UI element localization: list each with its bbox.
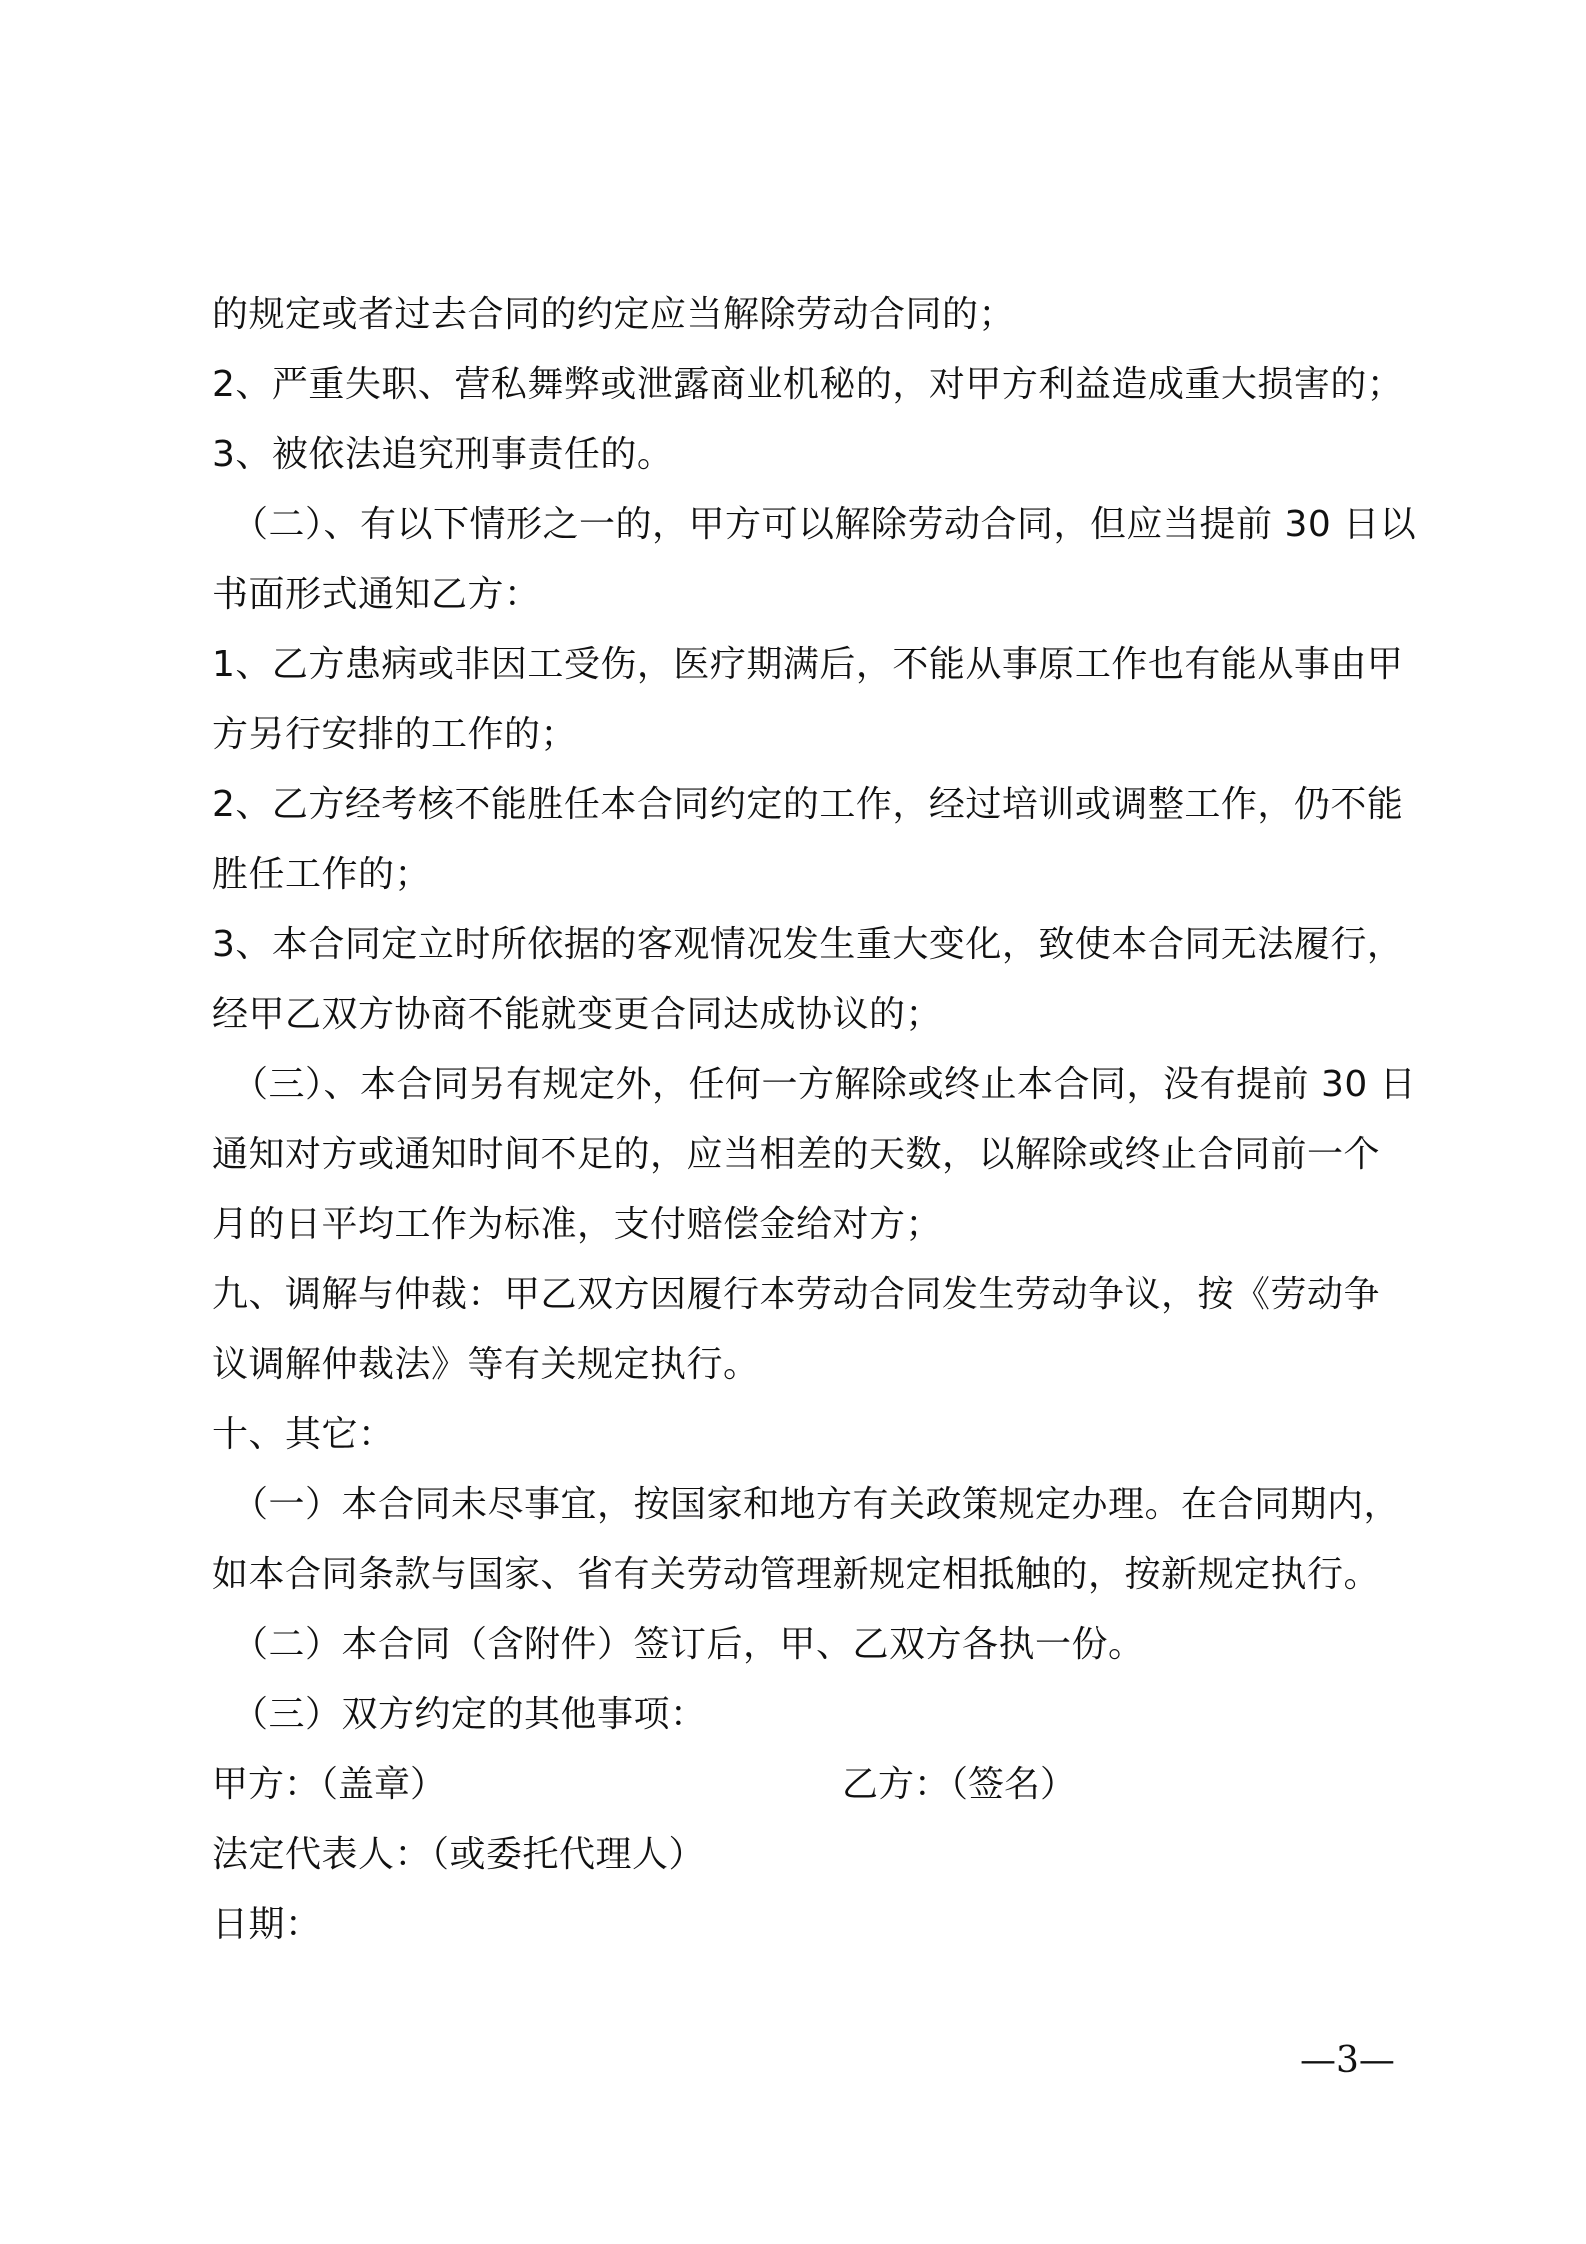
text-line: （三）双方约定的其他事项： <box>232 1694 707 1735</box>
text-line: 九、调解与仲裁：甲乙双方因履行本劳动合同发生劳动争议，按《劳动争 <box>212 1274 1381 1315</box>
signature-row <box>212 1750 1402 1820</box>
text-line: 书面形式通知乙方： <box>212 574 541 615</box>
text-line: 2、严重失职、营私舞弊或泄露商业机秘的，对甲方利益造成重大损害的； <box>212 364 1404 405</box>
text-line: 2、乙方经考核不能胜任本合同约定的工作，经过培训或调整工作，仍不能 <box>212 784 1404 825</box>
text-line: （三）、本合同另有规定外，任何一方解除或终止本合同，没有提前 30 日 <box>232 1064 1417 1105</box>
date-field: 日期： <box>212 1904 322 1945</box>
legal-representative: 法定代表人：（或委托代理人） <box>212 1834 706 1875</box>
text-line: 十、其它： <box>212 1414 395 1455</box>
text-line: （一）本合同未尽事宜，按国家和地方有关政策规定办理。在合同期内， <box>232 1484 1401 1525</box>
text-line: 的规定或者过去合同的约定应当解除劳动合同的； <box>212 294 1016 335</box>
text-line: 1、乙方患病或非因工受伤，医疗期满后，不能从事原工作也有能从事由甲 <box>212 644 1404 685</box>
text-line: 胜任工作的； <box>212 854 432 895</box>
text-line: 通知对方或通知时间不足的，应当相差的天数，以解除或终止合同前一个 <box>212 1134 1381 1175</box>
text-line: 议调解仲裁法》等有关规定执行。 <box>212 1344 760 1385</box>
party-b-signature: 乙方：（签名） <box>842 1764 1077 1805</box>
text-line: 经甲乙双方协商不能就变更合同达成协议的； <box>212 994 943 1035</box>
party-a-seal: 甲方：（盖章） <box>212 1764 447 1805</box>
text-line: 3、本合同定立时所依据的客观情况发生重大变化，致使本合同无法履行， <box>212 924 1404 965</box>
contract-body <box>212 280 1417 1960</box>
text-line: （二）、有以下情形之一的，甲方可以解除劳动合同，但应当提前 30 日以 <box>232 504 1417 545</box>
text-line: 如本合同条款与国家、省有关劳动管理新规定相抵触的，按新规定执行。 <box>212 1554 1381 1595</box>
page-number: —3— <box>1300 2040 1395 2081</box>
text-line: 方另行安排的工作的； <box>212 714 578 755</box>
text-line: （二）本合同（含附件）签订后，甲、乙双方各执一份。 <box>232 1624 1145 1665</box>
text-line: 3、被依法追究刑事责任的。 <box>212 434 674 475</box>
text-line: 月的日平均工作为标准，支付赔偿金给对方； <box>212 1204 943 1245</box>
